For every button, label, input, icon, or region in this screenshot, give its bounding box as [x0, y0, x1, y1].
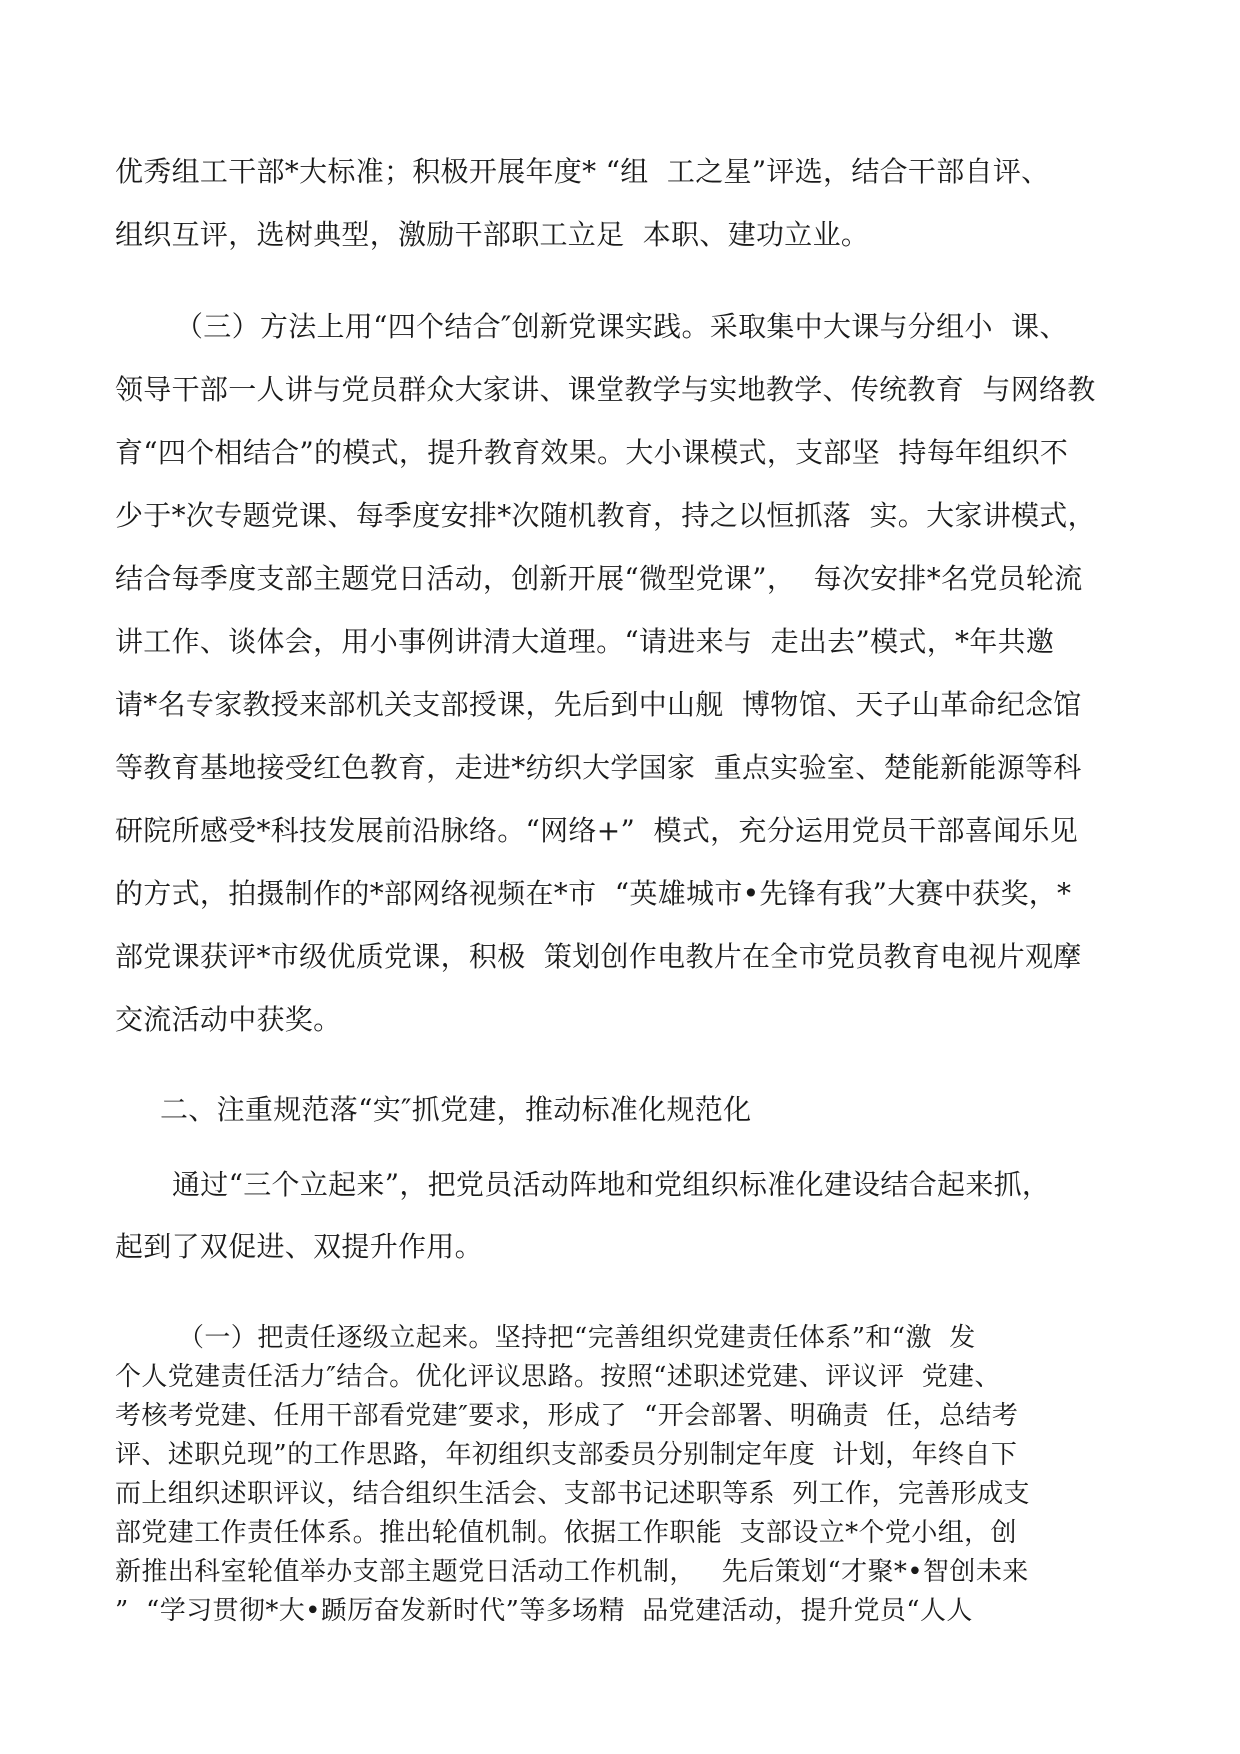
text-line-21: 评、述职兑现”的工作思路，年初组织支部委员分别制定年度 计划，年终自下: [115, 1440, 1018, 1470]
text-line-16: 通过“三个立起来”，把党员活动阵地和党组织标准化建设结合起来抓，: [172, 1168, 1051, 1201]
text-line-23: 部党建工作责任体系。推出轮值机制。依据工作职能 支部设立*个党小组，创: [115, 1518, 1017, 1548]
text-line-8: 讲工作、谈体会，用小事例讲清大道理。“请进来与 走出去”模式，*年共邀: [115, 625, 1055, 658]
text-line-14: 交流活动中获奖。: [115, 1003, 342, 1036]
text-line-10: 等教育基地接受红色教育，走进*纺织大学国家 重点实验室、楚能新能源等科: [115, 751, 1082, 784]
text-line-20: 考核考党建、任用干部看党建″要求，形成了 “开会部署、明确责 任，总结考: [115, 1401, 1019, 1431]
text-line-19: 个人党建责任活力″结合。优化评议思路。按照“述职述党建、评议评 党建、: [115, 1362, 1001, 1392]
text-line-2: 组织互评，选树典型，激励干部职工立足 本职、建功立业。: [115, 218, 870, 251]
text-line-1: 优秀组工干部*大标准；积极开展年度* “组 工之星”评选，结合干部自评、: [115, 155, 1050, 188]
text-line-13: 部党课获评*市级优质党课，积极 策划创作电教片在全市党员教育电视片观摩: [115, 940, 1082, 973]
text-line-12: 的方式，拍摄制作的*部网络视频在*市 “英雄城市•先锋有我”大赛中获奖，*: [115, 877, 1072, 910]
text-line-24: 新推出科室轮值举办支部主题党日活动工作机制， 先后策划“才聚*•智创未来: [115, 1557, 1029, 1587]
text-line-3: （三）方法上用“四个结合″创新党课实践。采取集中大课与分组小 课、: [175, 310, 1068, 343]
text-line-17: 起到了双促进、双提升作用。: [115, 1230, 483, 1263]
text-line-25: ” “学习贯彻*大•踬厉奋发新时代”等多场精 品党建活动，提升党员“人人: [115, 1596, 973, 1626]
text-line-18: （一）把责任逐级立起来。坚持把“完善组织党建责任体系”和“激 发: [178, 1323, 976, 1353]
text-line-6: 少于*次专题党课、每季度安排*次随机教育，持之以恒抓落 实。大家讲模式，: [115, 499, 1096, 532]
text-line-22: 而上组织述职评议，结合组织生活会、支部书记述职等系 列工作，完善形成支: [115, 1479, 1030, 1509]
text-line-11: 研院所感受*科技发展前沿脉络。“网络+” 模式，充分运用党员干部喜闻乐见: [115, 814, 1078, 847]
text-line-5: 育“四个相结合”的模式，提升教育效果。大小课模式，支部坚 持每年组织不: [115, 436, 1069, 469]
section-heading: 二、注重规范落“实″抓党建，推动标准化规范化: [160, 1093, 752, 1126]
text-line-4: 领导干部一人讲与党员群众大家讲、课堂教学与实地教学、传统教育 与网络教: [115, 373, 1096, 406]
text-line-9: 请*名专家教授来部机关支部授课，先后到中山舰 博物馆、天子山革命纪念馆: [115, 688, 1082, 721]
text-line-7: 结合每季度支部主题党日活动，创新开展“微型党课”， 每次安排*名党员轮流: [115, 562, 1083, 595]
